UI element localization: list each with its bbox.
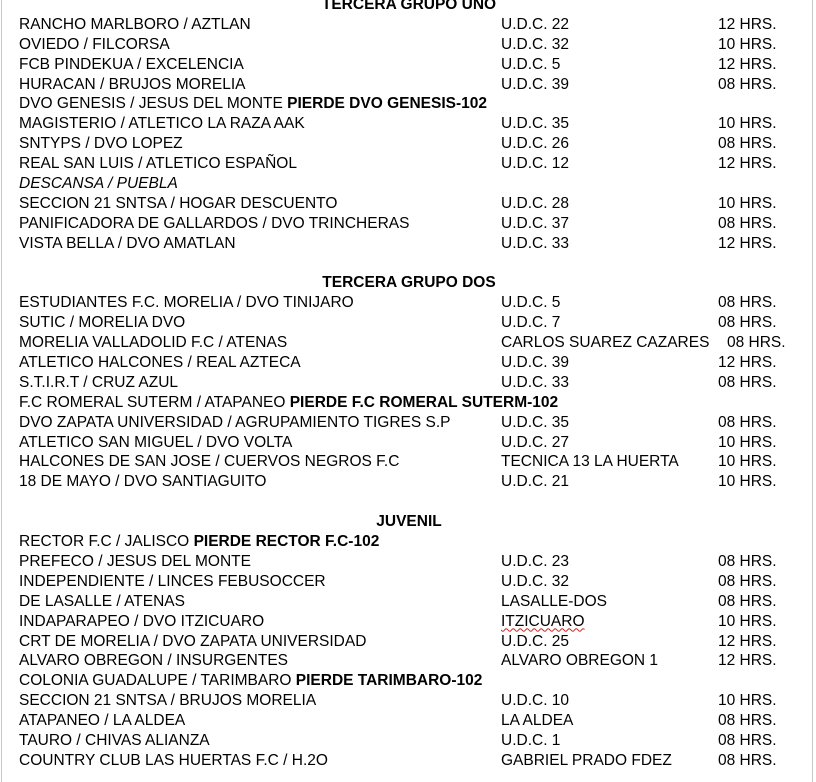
venue: U.D.C. 33	[501, 234, 570, 252]
kickoff-time: 12 HRS.	[718, 234, 777, 252]
match-row	[19, 174, 799, 194]
section-spacer	[19, 492, 799, 512]
forfeit-note: PIERDE DVO GENESIS-102	[287, 95, 487, 113]
kickoff-time: 08 HRS.	[718, 135, 777, 153]
forfeit-note: PIERDE RECTOR F.C-102	[193, 533, 380, 551]
section-heading: JUVENIL	[376, 513, 442, 531]
match-row	[19, 433, 799, 453]
kickoff-time: 08 HRS.	[718, 552, 777, 570]
kickoff-time: 12 HRS.	[718, 155, 777, 173]
match-label: OVIEDO / FILCORSA	[19, 35, 170, 53]
venue: U.D.C. 33	[501, 373, 570, 391]
venue: CARLOS SUAREZ CAZARES	[501, 334, 710, 352]
match-teams	[19, 114, 305, 134]
match-label: MAGISTERIO / ATLETICO LA RAZA AAK	[19, 115, 305, 133]
match-row	[19, 632, 799, 652]
match-teams	[19, 651, 288, 671]
venue: GABRIEL PRADO FDEZ	[501, 751, 672, 769]
match-label: ESTUDIANTES F.C. MORELIA / DVO TINIJARO	[19, 294, 354, 312]
kickoff-time: 12 HRS.	[718, 15, 777, 33]
match-label: INDAPARAPEO / DVO ITZICUARO	[19, 612, 265, 630]
kickoff-time: 12 HRS.	[718, 354, 777, 372]
match-row	[19, 293, 799, 313]
match-teams	[19, 174, 178, 194]
venue: ITZICUARO	[501, 612, 585, 630]
match-label: ATAPANEO / LA ALDEA	[19, 712, 186, 730]
venue: U.D.C. 5	[501, 294, 561, 312]
match-teams	[19, 572, 326, 592]
kickoff-time: 08 HRS.	[718, 75, 777, 93]
match-row	[19, 214, 799, 234]
match-label: RECTOR F.C / JALISCO	[19, 533, 194, 551]
kickoff-time: 08 HRS.	[727, 334, 786, 352]
match-teams	[19, 413, 451, 433]
match-teams	[19, 691, 316, 711]
match-teams	[19, 293, 354, 313]
kickoff-time: 10 HRS.	[718, 115, 777, 133]
match-label: DVO GENESIS / JESUS DEL MONTE	[19, 95, 288, 113]
forfeit-note: PIERDE F.C ROMERAL SUTERM-102	[289, 393, 559, 411]
kickoff-time: 08 HRS.	[718, 294, 777, 312]
match-label: COLONIA GUADALUPE / TARIMBARO	[19, 672, 296, 690]
match-label: REAL SAN LUIS / ATLETICO ESPAÑOL	[19, 155, 297, 173]
match-row	[19, 333, 799, 353]
kickoff-time: 10 HRS.	[718, 35, 777, 53]
match-row	[19, 552, 799, 572]
venue: ALVARO OBREGON 1	[501, 652, 659, 670]
forfeit-note: PIERDE TARIMBARO-102	[295, 672, 483, 690]
match-row	[19, 35, 799, 55]
kickoff-time: 08 HRS.	[718, 572, 777, 590]
match-label: PREFECO / JESUS DEL MONTE	[19, 552, 251, 570]
match-teams	[19, 393, 558, 413]
match-teams	[19, 55, 244, 75]
match-row	[19, 711, 799, 731]
match-row	[19, 452, 799, 472]
match-row	[19, 353, 799, 373]
kickoff-time: 10 HRS.	[718, 194, 777, 212]
match-label: DE LASALLE / ATENAS	[19, 592, 185, 610]
match-row	[19, 751, 799, 771]
match-label: COUNTRY CLUB LAS HUERTAS F.C / H.2O	[19, 751, 328, 769]
match-label: HURACAN / BRUJOS MORELIA	[19, 75, 246, 93]
match-teams	[19, 353, 301, 373]
kickoff-time: 12 HRS.	[718, 632, 777, 650]
match-row	[19, 472, 799, 492]
match-label: DVO ZAPATA UNIVERSIDAD / AGRUPAMIENTO TIGRES S.P	[19, 413, 451, 431]
kickoff-time: 08 HRS.	[718, 731, 777, 749]
section-heading: TERCERA GRUPO DOS	[322, 274, 496, 292]
match-label: 18 DE MAYO / DVO SANTIAGUITO	[19, 473, 267, 491]
venue: U.D.C. 22	[501, 15, 570, 33]
match-row	[19, 572, 799, 592]
venue: U.D.C. 26	[501, 135, 570, 153]
match-row	[19, 671, 799, 691]
venue: LA ALDEA	[501, 712, 574, 730]
kickoff-time: 10 HRS.	[718, 473, 777, 491]
match-teams	[19, 234, 236, 254]
match-teams	[19, 731, 210, 751]
venue: U.D.C. 35	[501, 413, 570, 431]
venue: U.D.C. 12	[501, 155, 570, 173]
match-row	[19, 373, 799, 393]
match-teams	[19, 75, 246, 95]
match-teams	[19, 15, 251, 35]
match-row	[19, 154, 799, 174]
match-row	[19, 313, 799, 333]
kickoff-time: 08 HRS.	[718, 592, 777, 610]
match-label: HALCONES DE SAN JOSE / CUERVOS NEGROS F.C	[19, 453, 400, 471]
venue: U.D.C. 37	[501, 214, 570, 232]
match-teams	[19, 35, 170, 55]
match-row	[19, 592, 799, 612]
venue: U.D.C. 5	[501, 55, 561, 73]
match-teams	[19, 751, 328, 771]
match-label: SECCION 21 SNTSA / HOGAR DESCUENTO	[19, 194, 338, 212]
kickoff-time: 08 HRS.	[718, 751, 777, 769]
section-spacer	[19, 254, 799, 274]
venue: U.D.C. 35	[501, 115, 570, 133]
match-row	[19, 691, 799, 711]
venue: U.D.C. 32	[501, 572, 570, 590]
venue: TECNICA 13 LA HUERTA	[501, 453, 679, 471]
match-teams	[19, 373, 178, 393]
match-row	[19, 393, 799, 413]
kickoff-time: 08 HRS.	[718, 373, 777, 391]
match-row	[19, 15, 799, 35]
kickoff-time: 12 HRS.	[718, 652, 777, 670]
kickoff-time: 10 HRS.	[718, 453, 777, 471]
kickoff-time: 10 HRS.	[718, 433, 777, 451]
match-teams	[19, 313, 185, 333]
match-label: FCB PINDEKUA / EXCELENCIA	[19, 55, 244, 73]
match-row	[19, 612, 799, 632]
match-teams	[19, 214, 409, 234]
kickoff-time: 10 HRS.	[718, 612, 777, 630]
match-row	[19, 94, 799, 114]
match-teams	[19, 671, 482, 691]
match-teams	[19, 472, 266, 492]
match-row	[19, 532, 799, 552]
match-label: MORELIA VALLADOLID F.C / ATENAS	[19, 334, 288, 352]
kickoff-time: 08 HRS.	[718, 214, 777, 232]
match-row	[19, 114, 799, 134]
venue: U.D.C. 39	[501, 75, 570, 93]
match-teams	[19, 134, 183, 154]
match-label: CRT DE MORELIA / DVO ZAPATA UNIVERSIDAD	[19, 632, 367, 650]
match-label: SECCION 21 SNTSA / BRUJOS MORELIA	[19, 692, 317, 710]
match-row	[19, 134, 799, 154]
match-label: ALVARO OBREGON / INSURGENTES	[19, 652, 289, 670]
match-label: S.T.I.R.T / CRUZ AZUL	[19, 373, 179, 391]
match-teams	[19, 94, 487, 114]
section-heading: TERCERA GRUPO UNO	[321, 0, 497, 13]
match-teams	[19, 194, 337, 214]
match-row	[19, 55, 799, 75]
match-teams	[19, 333, 287, 353]
match-row	[19, 731, 799, 751]
match-label: PANIFICADORA DE GALLARDOS / DVO TRINCHERAS	[19, 214, 410, 232]
match-label: RANCHO MARLBORO / AZTLAN	[19, 15, 251, 33]
venue: U.D.C. 10	[501, 692, 570, 710]
match-row	[19, 75, 799, 95]
venue: U.D.C. 32	[501, 35, 570, 53]
kickoff-time: 08 HRS.	[718, 314, 777, 332]
match-row	[19, 234, 799, 254]
venue: U.D.C. 1	[501, 731, 561, 749]
venue: U.D.C. 28	[501, 194, 570, 212]
match-row	[19, 413, 799, 433]
match-teams	[19, 612, 264, 632]
match-label: SUTIC / MORELIA DVO	[19, 314, 186, 332]
match-teams	[19, 433, 292, 453]
match-label: DESCANSA / PUEBLA	[19, 175, 178, 193]
match-label: SNTYPS / DVO LOPEZ	[19, 135, 183, 153]
kickoff-time: 08 HRS.	[718, 413, 777, 431]
kickoff-time: 12 HRS.	[718, 55, 777, 73]
match-label: F.C ROMERAL SUTERM / ATAPANEO	[19, 393, 290, 411]
match-teams	[19, 452, 399, 472]
match-label: TAURO / CHIVAS ALIANZA	[19, 731, 210, 749]
match-label: ATLETICO SAN MIGUEL / DVO VOLTA	[19, 433, 293, 451]
match-label: INDEPENDIENTE / LINCES FEBUSOCCER	[19, 572, 326, 590]
venue: LASALLE-DOS	[501, 592, 607, 610]
match-row	[19, 651, 799, 671]
match-teams	[19, 711, 185, 731]
venue: U.D.C. 23	[501, 552, 570, 570]
venue: U.D.C. 27	[501, 433, 570, 451]
venue: U.D.C. 39	[501, 354, 570, 372]
match-teams	[19, 532, 379, 552]
match-teams	[19, 632, 366, 652]
match-schedule	[19, 0, 799, 771]
match-label: VISTA BELLA / DVO AMATLAN	[19, 234, 236, 252]
venue: U.D.C. 7	[501, 314, 561, 332]
match-teams	[19, 552, 251, 572]
match-row	[19, 194, 799, 214]
match-label: ATLETICO HALCONES / REAL AZTECA	[19, 354, 301, 372]
match-teams	[19, 592, 185, 612]
match-teams	[19, 154, 297, 174]
venue: U.D.C. 21	[501, 473, 570, 491]
kickoff-time: 10 HRS.	[718, 692, 777, 710]
kickoff-time: 08 HRS.	[718, 712, 777, 730]
venue: U.D.C. 25	[501, 632, 570, 650]
